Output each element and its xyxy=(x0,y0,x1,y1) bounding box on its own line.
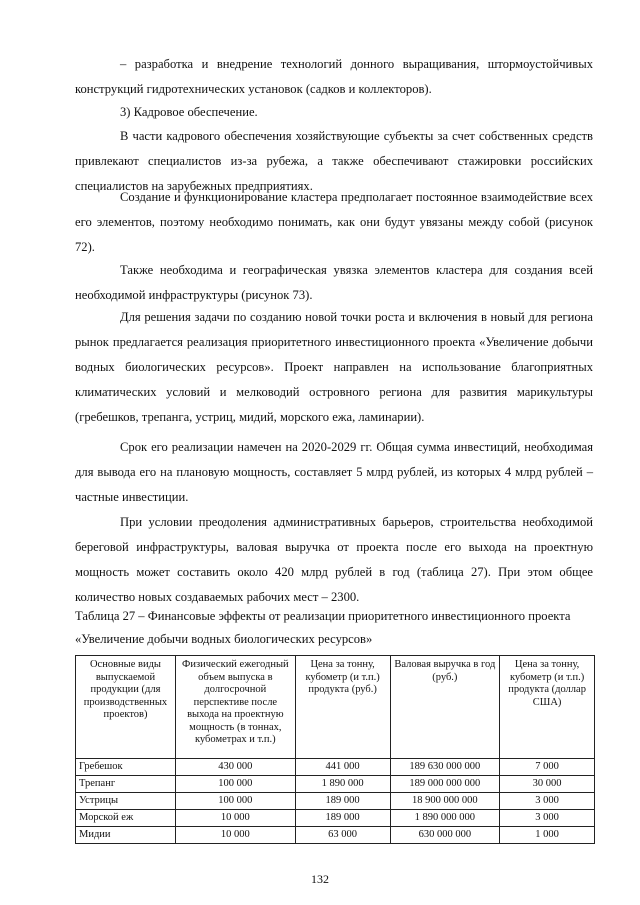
paragraph-cluster-interaction: Создание и функционирование кластера предполагает постоянное взаимодействие всех его элементов, поэтому необходимо понимать, как они будут увязаны между собой (рисунок 72). xyxy=(75,190,593,254)
header-product: Основные виды выпускаемой продукции (для производственных проектов) xyxy=(76,656,176,759)
cell-price-usd: 1 000 xyxy=(500,827,595,844)
cell-gross-revenue: 1 890 000 000 xyxy=(390,810,500,827)
cell-gross-revenue: 189 630 000 000 xyxy=(390,759,500,776)
cell-price-rub: 441 000 xyxy=(295,759,390,776)
cell-gross-revenue: 18 900 000 000 xyxy=(390,793,500,810)
cell-price-usd: 7 000 xyxy=(500,759,595,776)
financial-effects-table xyxy=(75,655,595,844)
cell-volume: 100 000 xyxy=(175,776,295,793)
cell-volume: 10 000 xyxy=(175,810,295,827)
paragraph-revenue: При условии преодоления административных барьеров, строительства необходимой береговой инфраструктуры, валовая выручка от проекта после его выхода на проектную мощность может составить около 420 млрд рублей в год (таблица 27). При этом общее количество новых создаваемых рабочих мест – 2300. xyxy=(75,515,593,604)
cell-price-rub: 63 000 xyxy=(295,827,390,844)
table-row xyxy=(76,793,595,810)
cell-price-rub: 1 890 000 xyxy=(295,776,390,793)
cell-volume: 10 000 xyxy=(175,827,295,844)
header-price-rub: Цена за тонну, кубометр (и т.п.) продукта (руб.) xyxy=(295,656,390,759)
paragraph-staffing-heading: 3) Кадровое обеспечение. xyxy=(120,105,258,119)
table-row xyxy=(76,759,595,776)
header-price-usd: Цена за тонну, кубометр (и т.п.) продукта (доллар США) xyxy=(500,656,595,759)
page-number: 132 xyxy=(311,872,329,886)
paragraph-technology-item: – разработка и внедрение технологий донного выращивания, штормоустойчивых конструкций гидротехнических установок (садков и коллекторов). xyxy=(75,57,593,96)
table-row xyxy=(76,810,595,827)
cell-product: Трепанг xyxy=(76,776,176,793)
paragraph-project: Для решения задачи по созданию новой точки роста и включения в новый для региона рынок предлагается реализация приоритетного инвестиционного проекта «Увеличение добычи водных биологических ресурсов». Проект направлен на использование благоприятных климатических условий и мелководий островного региона для развития марикультуры (гребешков, трепанга, устриц, мидий, морского ежа, ламинарии). xyxy=(75,310,593,424)
paragraph-geographic-link: Также необходима и географическая увязка элементов кластера для создания всей необходимой инфраструктуры (рисунок 73). xyxy=(75,263,593,302)
table-caption: Таблица 27 – Финансовые эффекты от реализации приоритетного инвестиционного проекта «Увеличение добычи водных биологических ресурсов» xyxy=(75,609,571,646)
table-row xyxy=(76,776,595,793)
cell-price-usd: 3 000 xyxy=(500,793,595,810)
table-row xyxy=(76,827,595,844)
cell-volume: 430 000 xyxy=(175,759,295,776)
cell-gross-revenue: 630 000 000 xyxy=(390,827,500,844)
cell-price-rub: 189 000 xyxy=(295,793,390,810)
header-gross-revenue: Валовая выручка в год (руб.) xyxy=(390,656,500,759)
cell-product: Гребешок xyxy=(76,759,176,776)
cell-product: Устрицы xyxy=(76,793,176,810)
header-volume: Физический ежегодный объем выпуска в долгосрочной перспективе после выхода на проектную мощность (в тоннах, кубометрах и т.п.) xyxy=(175,656,295,759)
paragraph-timeline: Срок его реализации намечен на 2020-2029 гг. Общая сумма инвестиций, необходимая для вывода его на плановую мощность, составляет 5 млрд рублей, из которых 4 млрд рублей – частные инвестиции. xyxy=(75,440,593,504)
cell-price-usd: 3 000 xyxy=(500,810,595,827)
cell-product: Мидии xyxy=(76,827,176,844)
cell-price-rub: 189 000 xyxy=(295,810,390,827)
paragraph-staffing: В части кадрового обеспечения хозяйствующие субъекты за счет собственных средств привлекают специалистов из-за рубежа, а также обеспечивают стажировки российских специалистов на зарубежных предприятиях. xyxy=(75,129,593,193)
cell-price-usd: 30 000 xyxy=(500,776,595,793)
cell-volume: 100 000 xyxy=(175,793,295,810)
cell-gross-revenue: 189 000 000 000 xyxy=(390,776,500,793)
cell-product: Морской еж xyxy=(76,810,176,827)
table-header-row xyxy=(76,656,595,759)
